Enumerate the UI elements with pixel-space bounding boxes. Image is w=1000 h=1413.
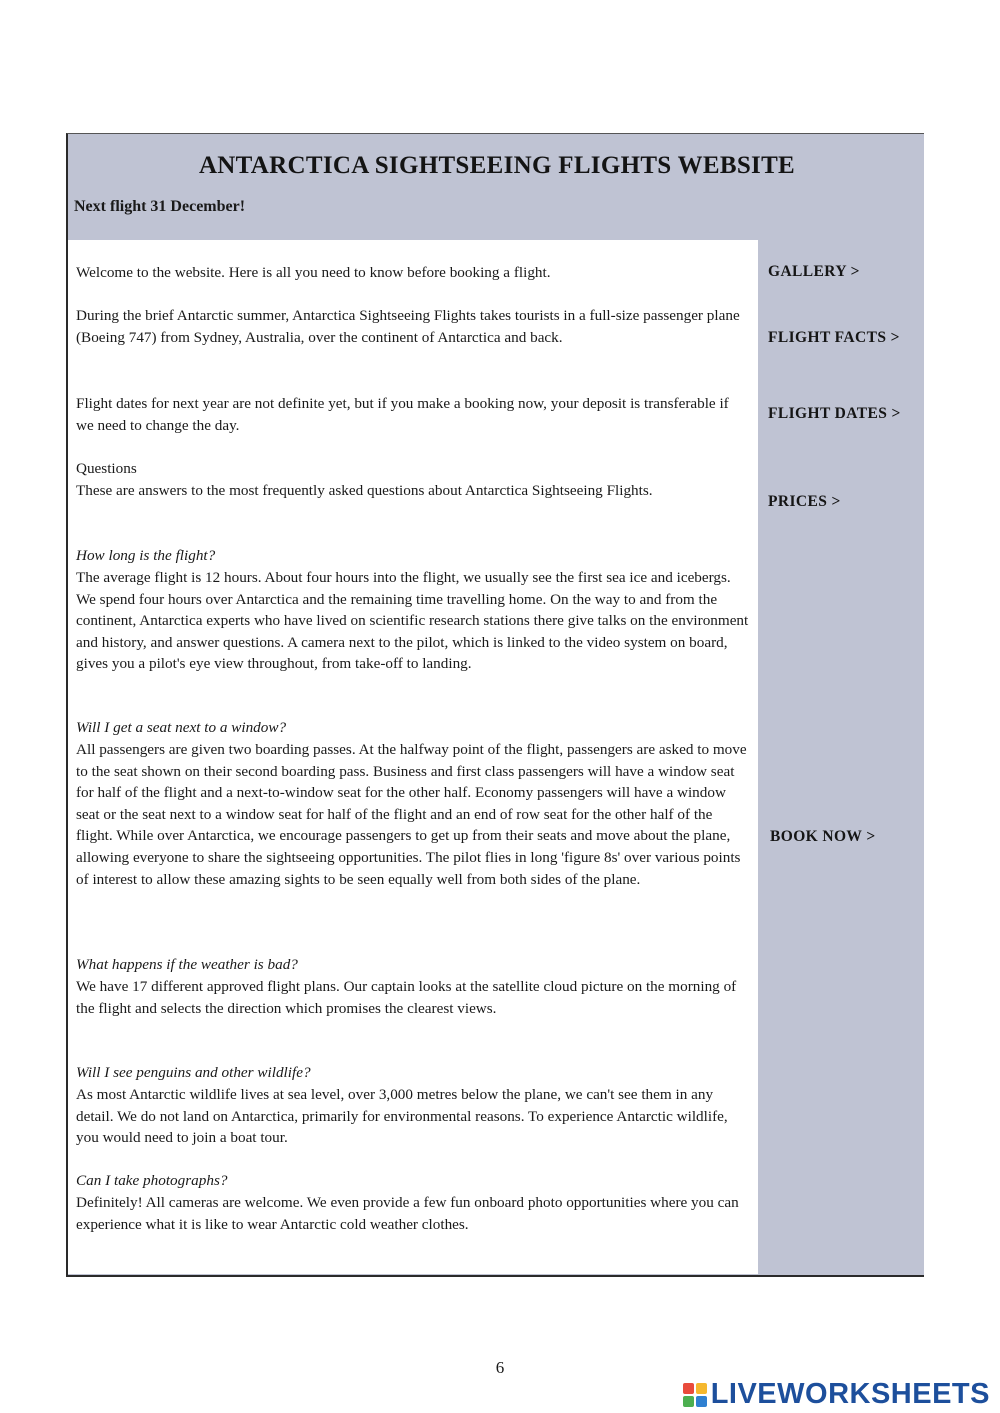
faq-question: Will I get a seat next to a window? (76, 719, 287, 736)
nav-flight-facts[interactable]: FLIGHT FACTS > (768, 329, 900, 346)
nav-gallery[interactable]: GALLERY > (768, 263, 860, 280)
website-frame (66, 133, 924, 1277)
brand-name: LIVEWORKSHEETS (710, 1378, 990, 1410)
faq-question: Can I take photographs? (76, 1172, 228, 1189)
faq-answer: All passengers are given two boarding passes. At the halfway point of the flight, passengers are asked to move to the seat shown on their second boarding pass. Business and first class passengers will have a window seat for half of the flight and a next-to-window seat for the other half. Economy passengers will have a window seat or the seat next to a window seat for half of the flight and an end of row seat for the other half of the flight. While over Antarctica, we encourage passengers to get up from their seats and move about the plane, allowing everyone to share the sightseeing opportunities. The pilot flies in long 'figure 8s' over various points of interest to allow these amazing sights to be seen equally well from both sides of the plane. (76, 741, 747, 888)
nav-prices[interactable]: PRICES > (768, 493, 841, 510)
brand-logo-icon (683, 1383, 707, 1407)
faq-question: Will I see penguins and other wildlife? (76, 1064, 311, 1081)
dates-text: Flight dates for next year are not definite yet, but if you make a booking now, your deposit is transferable if we need to change the day. (76, 395, 729, 434)
faq-answer: Definitely! All cameras are welcome. We even provide a few fun onboard photo opportunities where you can experience what it is like to wear Antarctic cold weather clothes. (76, 1194, 739, 1233)
next-flight-banner: Next flight 31 December! (74, 198, 246, 215)
intro-text: During the brief Antarctic summer, Antarctica Sightseeing Flights takes tourists in a full-size passenger plane (Boeing 747) from Sydney, Australia, over the continent of Antarctica and back. (76, 307, 740, 346)
brand-footer[interactable] (683, 1378, 990, 1411)
page-number: 6 (495, 1358, 505, 1377)
nav-book-now[interactable]: BOOK NOW > (770, 828, 876, 845)
faq-answer: As most Antarctic wildlife lives at sea level, over 3,000 metres below the plane, we can't see them in any detail. We do not land on Antarctica, primarily for environmental reasons. To experience Antarctic wildlife, you would need to join a boat tour. (76, 1086, 728, 1147)
main-content (68, 240, 758, 1274)
questions-intro: These are answers to the most frequently asked questions about Antarctica Sightseeing Flights. (76, 482, 653, 499)
welcome-text: Welcome to the website. Here is all you need to know before booking a flight. (76, 264, 551, 281)
page-title: ANTARCTICA SIGHTSEEING FLIGHTS WEBSITE (198, 152, 796, 179)
nav-flight-dates[interactable]: FLIGHT DATES > (768, 405, 901, 422)
faq-question: How long is the flight? (76, 547, 216, 564)
faq-answer: The average flight is 12 hours. About four hours into the flight, we usually see the first sea ice and icebergs. We spend four hours over Antarctica and the remaining time travelling home. On the way to and from the continent, Antarctica experts who have lived on scientific research stations there give talks on the environment and history, and answer questions. A camera next to the pilot, which is linked to the video system on board, gives you a pilot's eye view throughout, from take-off to landing. (76, 569, 749, 673)
questions-heading: Questions (76, 460, 137, 477)
faq-question: What happens if the weather is bad? (76, 956, 298, 973)
faq-answer: We have 17 different approved flight plans. Our captain looks at the satellite cloud picture on the morning of the flight and selects the direction which promises the clearest views. (76, 978, 737, 1017)
